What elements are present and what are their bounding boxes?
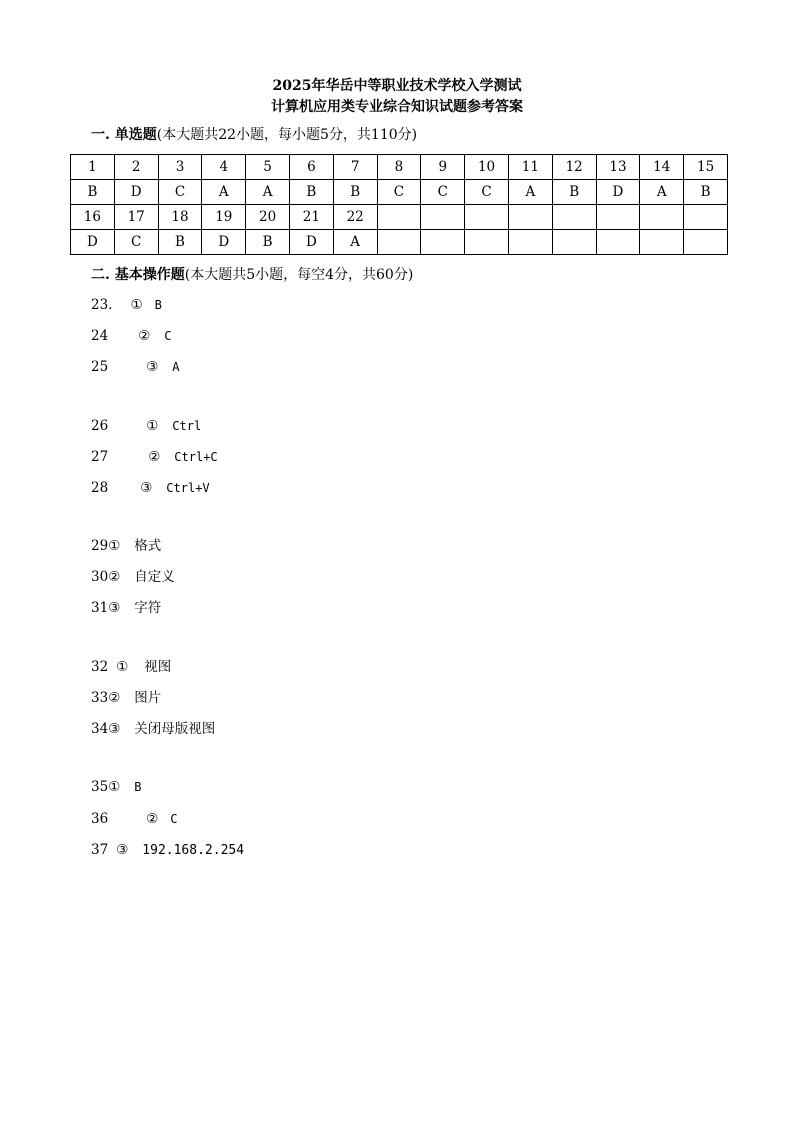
question-number-cell <box>465 205 509 230</box>
question-number-cell <box>640 205 684 230</box>
circled-mark: ① <box>146 418 159 434</box>
question-number-cell: 1 <box>71 155 115 180</box>
question-number-cell <box>684 205 728 230</box>
answer-value: 视图 <box>144 659 172 675</box>
question-number-cell: 14 <box>640 155 684 180</box>
answer-line-28 <box>91 479 210 497</box>
circled-mark: ③ <box>146 359 159 375</box>
question-number-cell: 8 <box>377 155 421 180</box>
answer-cell: A <box>202 180 246 205</box>
question-number-row <box>71 205 728 230</box>
answer-cell: B <box>333 180 377 205</box>
answer-value: 图片 <box>134 690 162 706</box>
section-1-title: 一. 单选题 <box>91 127 157 143</box>
question-number-cell: 12 <box>552 155 596 180</box>
section-1-heading <box>91 125 417 145</box>
circled-mark: ① <box>116 659 129 675</box>
document-title: 2025年华岳中等职业技术学校入学测试 <box>272 78 522 94</box>
answer-number: 31 <box>91 600 109 616</box>
single-choice-answer-table <box>70 154 728 255</box>
question-number-cell: 13 <box>596 155 640 180</box>
question-number-cell: 4 <box>202 155 246 180</box>
answer-line-37 <box>91 841 244 860</box>
circled-mark: ③ <box>108 721 121 737</box>
answer-cell: B <box>289 180 333 205</box>
answer-cell: D <box>202 230 246 255</box>
question-number-cell: 20 <box>246 205 290 230</box>
answer-number: 24 <box>91 328 109 344</box>
answer-number: 26 <box>91 418 109 434</box>
answer-number: 23. <box>91 297 113 313</box>
answer-value: Ctrl+V <box>166 481 210 495</box>
answer-cell <box>421 230 465 255</box>
answer-cell: C <box>158 180 202 205</box>
answer-cell: D <box>71 230 115 255</box>
section-2-note: (本大题共5小题，每空4分，共60分) <box>184 267 414 283</box>
circled-mark: ① <box>130 297 143 313</box>
answer-cell: D <box>114 180 158 205</box>
answer-number: 33 <box>91 690 109 706</box>
question-number-cell: 3 <box>158 155 202 180</box>
answer-line-31 <box>91 599 161 617</box>
answer-cell: A <box>246 180 290 205</box>
answer-number: 36 <box>91 811 109 827</box>
question-number-cell: 16 <box>71 205 115 230</box>
answer-cell: C <box>421 180 465 205</box>
answer-line-29 <box>91 537 161 555</box>
answer-number: 35 <box>91 779 109 795</box>
question-number-cell <box>421 205 465 230</box>
question-number-cell: 22 <box>333 205 377 230</box>
circled-mark: ② <box>148 449 161 465</box>
answer-cell: B <box>552 180 596 205</box>
answer-value: 192.168.2.254 <box>142 843 245 858</box>
answer-cell <box>508 230 552 255</box>
circled-mark: ③ <box>116 842 129 858</box>
answer-number: 37 <box>91 842 109 858</box>
answer-value: C <box>170 812 178 826</box>
question-number-cell: 18 <box>158 205 202 230</box>
answer-line-34 <box>91 720 215 738</box>
question-number-cell <box>552 205 596 230</box>
answer-cell <box>640 230 684 255</box>
answer-cell <box>465 230 509 255</box>
answer-cell <box>377 230 421 255</box>
circled-mark: ② <box>146 811 159 827</box>
answer-cell: B <box>246 230 290 255</box>
circled-mark: ③ <box>108 600 121 616</box>
circled-mark: ② <box>108 569 121 585</box>
answer-line-26 <box>91 417 201 435</box>
answer-line-27 <box>91 448 218 466</box>
answer-cell <box>684 230 728 255</box>
answer-value: A <box>172 360 180 374</box>
answer-cell <box>596 230 640 255</box>
answer-line-23 <box>91 296 162 314</box>
question-number-cell: 7 <box>333 155 377 180</box>
question-number-cell <box>596 205 640 230</box>
question-number-cell <box>377 205 421 230</box>
question-number-row <box>71 155 728 180</box>
answer-number: 28 <box>91 480 109 496</box>
question-number-cell: 2 <box>114 155 158 180</box>
answer-row <box>71 180 728 205</box>
circled-mark: ② <box>108 690 121 706</box>
answer-number: 32 <box>91 659 109 675</box>
answer-line-24 <box>91 327 172 345</box>
answer-cell: A <box>640 180 684 205</box>
answer-value: B <box>154 298 162 312</box>
answer-cell: B <box>684 180 728 205</box>
document-subtitle: 计算机应用类专业综合知识试题参考答案 <box>271 99 523 115</box>
answer-number: 34 <box>91 721 109 737</box>
answer-line-25 <box>91 358 180 376</box>
circled-mark: ② <box>138 328 151 344</box>
circled-mark: ① <box>108 779 121 795</box>
answer-cell: C <box>377 180 421 205</box>
answer-cell: A <box>508 180 552 205</box>
answer-cell: A <box>333 230 377 255</box>
answer-line-30 <box>91 568 175 586</box>
section-1-note: (本大题共22小题，每小题5分，共110分) <box>156 127 418 143</box>
answer-number: 25 <box>91 359 109 375</box>
answer-line-35 <box>91 778 142 796</box>
answer-number: 30 <box>91 569 109 585</box>
answer-number: 29 <box>91 538 109 554</box>
answer-value: Ctrl+C <box>174 450 218 464</box>
question-number-cell: 6 <box>289 155 333 180</box>
answer-cell: C <box>465 180 509 205</box>
answer-value: 自定义 <box>134 569 175 585</box>
question-number-cell: 17 <box>114 205 158 230</box>
answer-value: 关闭母版视图 <box>134 721 216 737</box>
answer-cell: D <box>289 230 333 255</box>
question-number-cell: 19 <box>202 205 246 230</box>
answer-value: B <box>134 780 142 794</box>
answer-cell: D <box>596 180 640 205</box>
question-number-cell: 9 <box>421 155 465 180</box>
answer-cell: B <box>158 230 202 255</box>
answer-cell: B <box>71 180 115 205</box>
answer-cell <box>552 230 596 255</box>
circled-mark: ③ <box>140 480 153 496</box>
answer-line-33 <box>91 689 161 707</box>
question-number-cell: 11 <box>508 155 552 180</box>
section-2-heading <box>91 265 413 285</box>
question-number-cell: 5 <box>246 155 290 180</box>
answer-value: 字符 <box>134 600 162 616</box>
answer-value: C <box>164 329 172 343</box>
answer-number: 27 <box>91 449 109 465</box>
question-number-cell: 21 <box>289 205 333 230</box>
answer-cell: C <box>114 230 158 255</box>
question-number-cell: 15 <box>684 155 728 180</box>
answer-line-36 <box>91 810 178 828</box>
section-2-title: 二. 基本操作题 <box>91 267 185 283</box>
answer-value: Ctrl <box>172 419 202 433</box>
answer-line-32 <box>91 658 171 676</box>
question-number-cell <box>508 205 552 230</box>
answer-row <box>71 230 728 255</box>
question-number-cell: 10 <box>465 155 509 180</box>
circled-mark: ① <box>108 538 121 554</box>
answer-value: 格式 <box>134 538 162 554</box>
